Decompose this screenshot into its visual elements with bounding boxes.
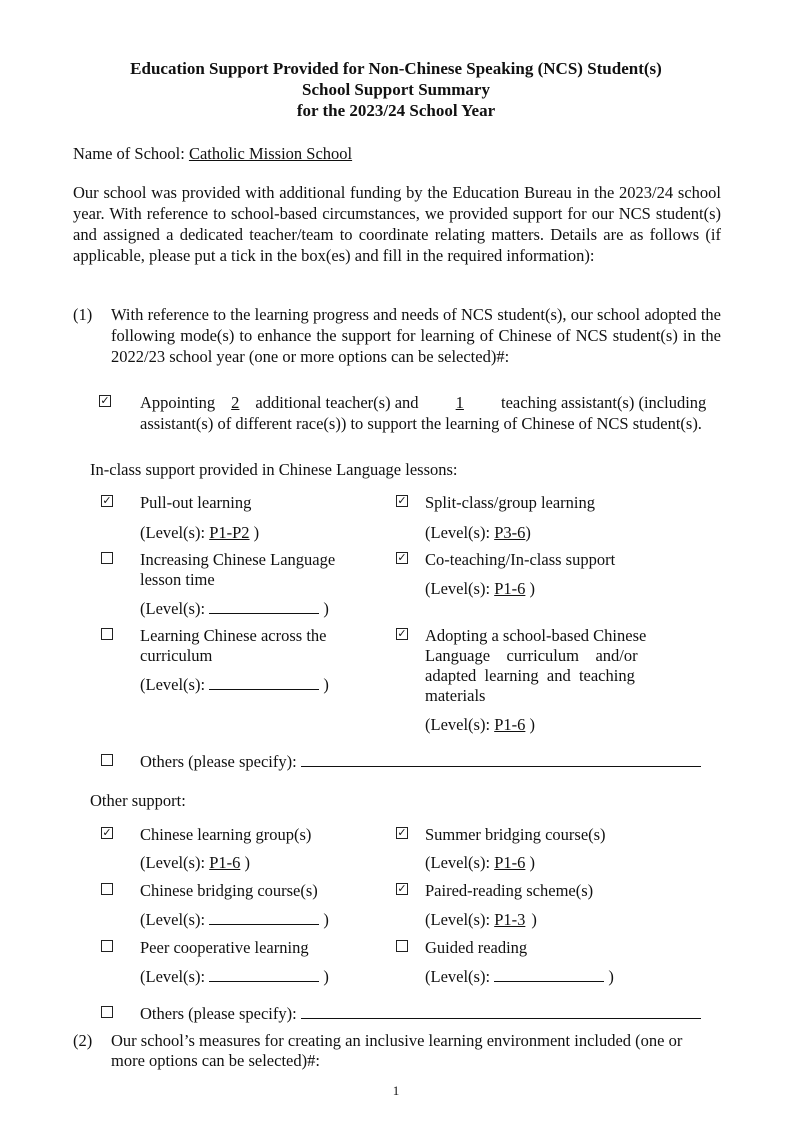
pullout-level-value[interactable]: P1-P2 xyxy=(209,523,250,542)
inclass-others-field[interactable] xyxy=(301,751,701,767)
appoint-pre: Appointing xyxy=(140,393,216,412)
appoint-checkbox[interactable] xyxy=(99,395,111,407)
across-curriculum-level: (Level(s): ) xyxy=(140,675,329,694)
splitclass-checkbox[interactable] xyxy=(396,495,408,507)
schoolbased-label4: materials xyxy=(425,686,486,705)
teachers-count[interactable]: 2 xyxy=(231,393,240,412)
chinese-bridging-label: Chinese bridging course(s) xyxy=(140,881,318,900)
section1-number: (1) xyxy=(73,305,93,324)
pullout-level: (Level(s): P1-P2 ) xyxy=(140,523,260,542)
across-curriculum-level-blank[interactable] xyxy=(209,674,319,690)
coteaching-level: (Level(s): P1-6 ) xyxy=(425,579,535,598)
learning-group-level: (Level(s): P1-6 ) xyxy=(140,853,250,872)
coteaching-checkbox[interactable] xyxy=(396,552,408,564)
page-number: 1 xyxy=(392,1083,400,1098)
splitclass-level-value[interactable]: P3-6 xyxy=(494,523,526,542)
section2-line1: Our school’s measures for creating an inclusive learning environment included (one or xyxy=(111,1031,683,1050)
schoolbased-level: (Level(s): P1-6 ) xyxy=(425,715,535,734)
summer-bridging-checkbox[interactable] xyxy=(396,827,408,839)
summer-bridging-level-value[interactable]: P1-6 xyxy=(494,853,526,872)
inclass-others-line xyxy=(140,751,701,772)
peer-learning-label: Peer cooperative learning xyxy=(140,938,309,957)
paired-reading-label: Paired-reading scheme(s) xyxy=(425,881,594,900)
schoolbased-label3: adapted learning and teaching xyxy=(425,666,635,685)
schoolbased-level-value[interactable]: P1-6 xyxy=(494,715,526,734)
inclass-others-checkbox[interactable] xyxy=(101,754,113,766)
summer-bridging-level: (Level(s): P1-6 ) xyxy=(425,853,535,872)
assistants-count[interactable]: 1 xyxy=(455,393,464,412)
doc-title: Education Support Provided for Non-Chinese Speaking (NCS) Student(s) xyxy=(130,59,662,78)
guided-reading-level-blank[interactable] xyxy=(494,966,604,982)
pullout-label: Pull-out learning xyxy=(140,493,252,512)
guided-reading-label: Guided reading xyxy=(425,938,528,957)
inclass-heading: In-class support provided in Chinese Language lessons: xyxy=(90,460,458,479)
other-others-label: Others (please specify): xyxy=(140,1004,297,1023)
learning-group-level-value[interactable]: P1-6 xyxy=(209,853,241,872)
section2-number: (2) xyxy=(73,1031,93,1050)
guided-reading-level: (Level(s): ) xyxy=(425,967,614,986)
splitclass-label: Split-class/group learning xyxy=(425,493,596,512)
lessontime-label: Increasing Chinese Language xyxy=(140,550,336,569)
schoolbased-label: Adopting a school-based Chinese xyxy=(425,626,647,645)
chinese-bridging-checkbox[interactable] xyxy=(101,883,113,895)
appoint-post: teaching assistant(s) (including xyxy=(501,393,707,412)
appoint-line2: assistant(s) of different race(s)) to support the learning of Chinese of NCS student(s). xyxy=(140,414,702,433)
intro-paragraph: Our school was provided with additional funding by the Education Bureau in the 2023/24 school year. With reference to school-based circumstances, we provided support for our NCS student(s) and assigned a dedicated teacher/team to coordinate relating matters. Details are as follows (if applicable, please put a tick in the box(es) and fill in the required information): xyxy=(73,183,721,265)
chinese-bridging-level: (Level(s): ) xyxy=(140,910,329,929)
appoint-line1 xyxy=(140,392,721,413)
peer-learning-level-blank[interactable] xyxy=(209,966,319,982)
school-name-label: Name of School: xyxy=(73,144,189,163)
learning-group-checkbox[interactable] xyxy=(101,827,113,839)
across-curriculum-checkbox[interactable] xyxy=(101,628,113,640)
lessontime-label2: lesson time xyxy=(140,570,215,589)
schoolbased-checkbox[interactable] xyxy=(396,628,408,640)
coteaching-level-value[interactable]: P1-6 xyxy=(494,579,526,598)
lessontime-checkbox[interactable] xyxy=(101,552,113,564)
paired-reading-level: (Level(s): P1-3 ) xyxy=(425,910,537,929)
peer-learning-checkbox[interactable] xyxy=(101,940,113,952)
inclass-others-label: Others (please specify): xyxy=(140,752,297,771)
paired-reading-level-value[interactable]: P1-3 xyxy=(494,910,526,929)
other-others-checkbox[interactable] xyxy=(101,1006,113,1018)
coteaching-label: Co-teaching/In-class support xyxy=(425,550,616,569)
across-curriculum-label2: curriculum xyxy=(140,646,213,665)
splitclass-level: (Level(s): P3-6) xyxy=(425,523,531,542)
schoolbased-label2: Language curriculum and/or xyxy=(425,646,638,665)
learning-group-label: Chinese learning group(s) xyxy=(140,825,312,844)
guided-reading-checkbox[interactable] xyxy=(396,940,408,952)
other-others-field[interactable] xyxy=(301,1003,701,1019)
summer-bridging-label: Summer bridging course(s) xyxy=(425,825,606,844)
across-curriculum-label: Learning Chinese across the xyxy=(140,626,327,645)
section1-text: With reference to the learning progress and needs of NCS student(s), our school adopted the following mode(s) to enhance the support for learning of Chinese of NCS student(s) in the 2022/23 school year (one or more options can be selected)#: xyxy=(111,305,721,366)
lessontime-level-blank[interactable] xyxy=(209,598,319,614)
doc-subtitle: School Support Summary xyxy=(302,80,490,99)
chinese-bridging-level-blank[interactable] xyxy=(209,909,319,925)
pullout-checkbox[interactable] xyxy=(101,495,113,507)
appoint-mid: additional teacher(s) and xyxy=(255,393,419,412)
other-support-heading: Other support: xyxy=(90,791,186,810)
doc-school-year: for the 2023/24 School Year xyxy=(296,101,496,120)
school-name-line xyxy=(73,143,352,164)
lessontime-level: (Level(s): ) xyxy=(140,599,329,618)
other-others-line xyxy=(140,1003,701,1024)
school-name-value: Catholic Mission School xyxy=(188,144,353,163)
peer-learning-level: (Level(s): ) xyxy=(140,967,329,986)
paired-reading-checkbox[interactable] xyxy=(396,883,408,895)
section2-line2: more options can be selected)#: xyxy=(111,1051,320,1070)
